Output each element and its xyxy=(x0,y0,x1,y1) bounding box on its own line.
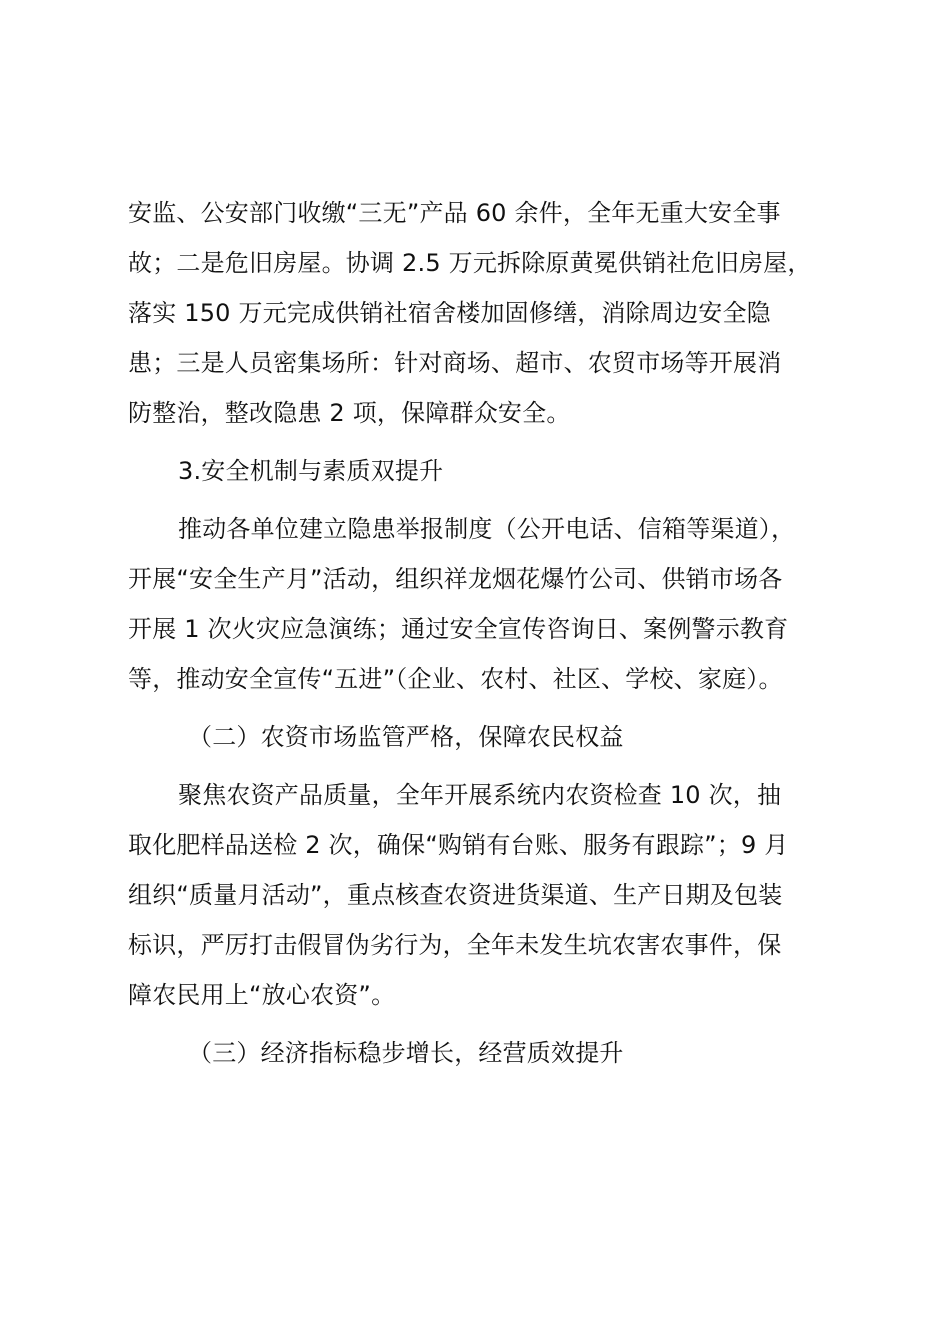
paragraph-line: 患；三是人员密集场所：针对商场、超市、农贸市场等开展消 xyxy=(128,349,782,377)
section-heading: （二）农资市场监管严格，保障农民权益 xyxy=(188,723,624,751)
paragraph-line: 组织“质量月活动”，重点核查农资进货渠道、生产日期及包装 xyxy=(128,881,783,909)
paragraph-line: 取化肥样品送检 2 次，确保“购销有台账、服务有跟踪”；9 月 xyxy=(128,831,789,859)
paragraph-line: 等，推动安全宣传“五进”（企业、农村、社区、学校、家庭）。 xyxy=(128,665,783,693)
paragraph-line: 聚焦农资产品质量，全年开展系统内农资检查 10 次，抽 xyxy=(178,781,782,809)
paragraph-line: 落实 150 万元完成供销社宿舍楼加固修缮，消除周边安全隐 xyxy=(128,299,771,327)
paragraph-line: 开展“安全生产月”活动，组织祥龙烟花爆竹公司、供销市场各 xyxy=(128,565,783,593)
paragraph-line: 开展 1 次火灾应急演练；通过安全宣传咨询日、案例警示教育 xyxy=(128,615,789,643)
paragraph-line: 推动各单位建立隐患举报制度（公开电话、信箱等渠道）， xyxy=(178,515,796,543)
paragraph-line: 安监、公安部门收缴“三无”产品 60 余件，全年无重大安全事 xyxy=(128,199,781,227)
section-heading: （三）经济指标稳步增长，经营质效提升 xyxy=(188,1039,624,1067)
paragraph-line: 故；二是危旧房屋。协调 2.5 万元拆除原黄冕供销社危旧房屋， xyxy=(128,249,812,277)
paragraph-line: 障农民用上“放心农资”。 xyxy=(128,981,396,1009)
subsection-heading: 3.安全机制与素质双提升 xyxy=(178,457,444,485)
paragraph-line: 防整治，整改隐患 2 项，保障群众安全。 xyxy=(128,399,571,427)
paragraph-line: 标识，严厉打击假冒伪劣行为，全年未发生坑农害农事件，保 xyxy=(128,931,782,959)
